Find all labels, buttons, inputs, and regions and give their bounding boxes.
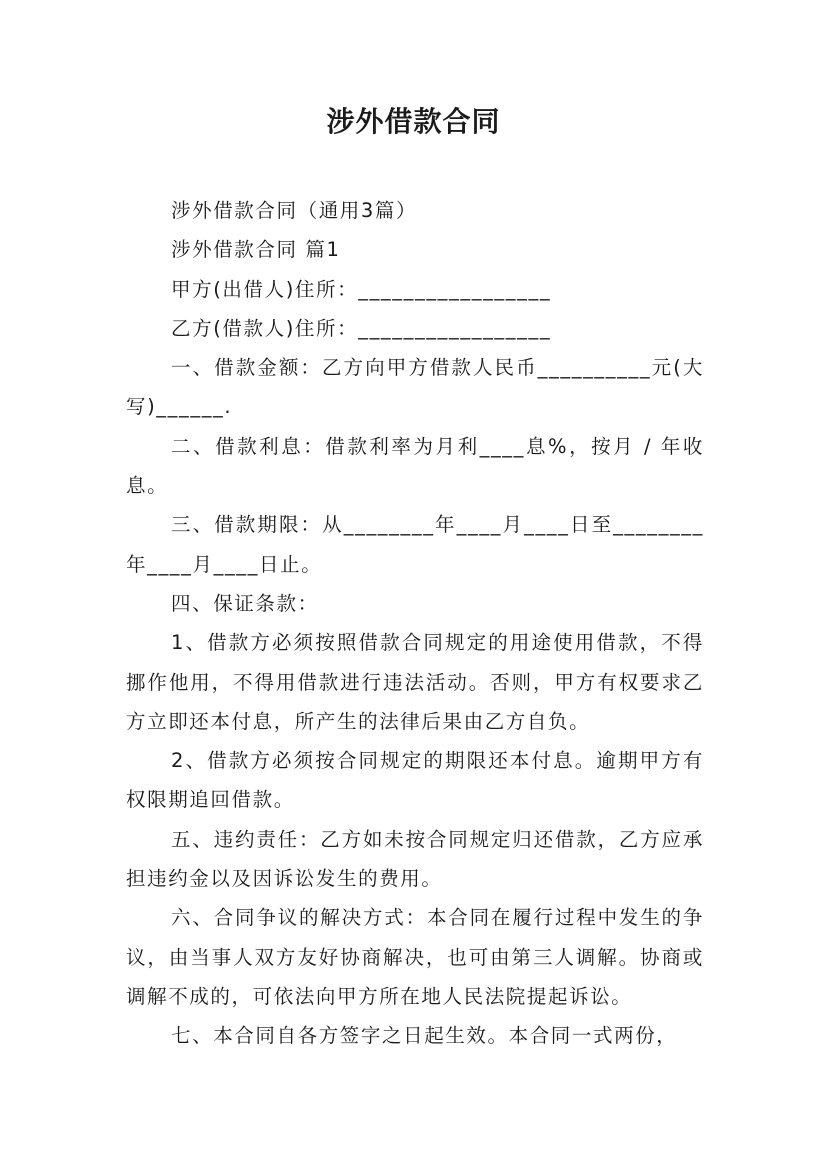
paragraph-lender-address: 甲方(出借人)住所：_________________ [171,277,552,301]
paragraph-loan-interest: 二、借款利息：借款利率为月利____息%，按月 / 年收息。 [126,434,704,498]
paragraph-loan-term: 三、借款期限：从________年____月____日至________年____月____日止。 [126,513,704,576]
paragraph-dispute-resolution: 六、合同争议的解决方式：本合同在履行过程中发生的争议，由当事人双方友好协商解决，也可由第三人调解。协商或调解不成的，可依法向甲方所在地人民法院提起诉讼。 [126,906,704,1008]
paragraph-guarantee-heading: 四、保证条款： [171,591,319,615]
paragraph-guarantee-clause-1: 1、借款方必须按照借款合同规定的用途使用借款，不得挪作他用，不得用借款进行违法活动。否则，甲方有权要求乙方立即还本付息，所产生的法律后果由乙方自负。 [126,631,704,733]
document-body [126,191,704,1056]
paragraph-section-heading: 涉外借款合同 篇1 [171,238,341,262]
paragraph-breach-liability: 五、违约责任：乙方如未按合同规定归还借款，乙方应承担违约金以及因诉讼发生的费用。 [126,827,704,891]
paragraph-borrower-address: 乙方(借款人)住所：_________________ [171,316,552,340]
paragraph-effectiveness: 七、本合同自各方签字之日起生效。本合同一式两份， [171,1024,678,1048]
paragraph-guarantee-clause-2: 2、借款方必须按合同规定的期限还本付息。逾期甲方有权限期追回借款。 [126,749,704,812]
paragraph-loan-amount: 一、借款金额：乙方向甲方借款人民币__________元(大写)______. [126,356,704,419]
document-title: 涉外借款合同 [326,105,501,138]
paragraph-subtitle: 涉外借款合同（通用3篇） [171,199,418,222]
